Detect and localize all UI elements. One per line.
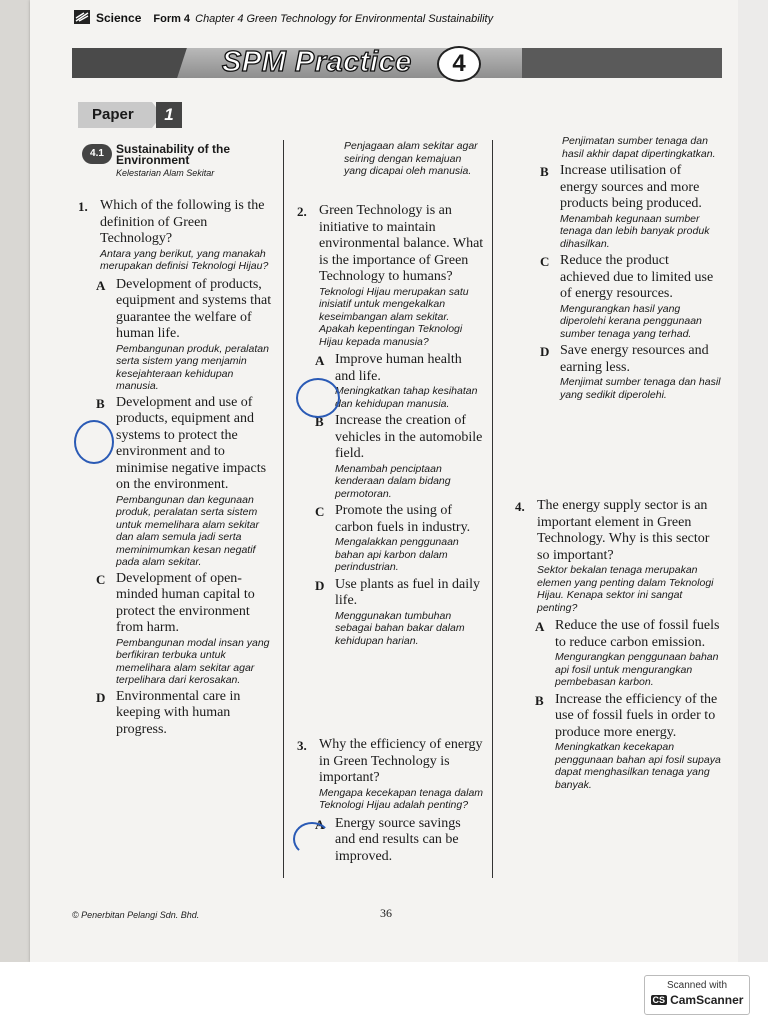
page-edge <box>738 0 768 962</box>
answer-circle-mark <box>293 822 331 856</box>
option-4b[interactable]: B Increase the efficiency of the use of fossil fuels in order to produce more energy. Meningkatkan kecekapan penggunaan bahan api fosil supaya dapat menghasilkan tenaga yang banyak. <box>535 691 721 791</box>
option-3c[interactable]: C Reduce the product achieved due to limited use of energy resources. Mengurangkan hasil yang diperolehi kerana penggunaan sumber tenaga yang terhad. <box>540 253 714 340</box>
question-2 <box>297 203 484 647</box>
question-text-ms: Antara yang berikut, yang manakah merupakan definisi Teknologi Hijau? <box>100 247 269 272</box>
option-3a[interactable]: A Energy source savings and end results can be improved. <box>315 815 461 864</box>
option-3b[interactable]: B Increase utilisation of energy sources and more products being produced. Menambah kegunaan sumber tenaga dan lebih banyak produk dihasilkan. <box>540 163 710 250</box>
subject-label: Science <box>96 11 142 25</box>
column-divider-1 <box>283 140 284 878</box>
question-number: 2. <box>297 204 307 219</box>
option-1d[interactable]: D Environmental care in keeping with human progress. <box>96 688 241 737</box>
section-badge: 4.1 <box>82 144 112 164</box>
option-1b[interactable]: B Development and use of products, equipment and systems to protect the environment and to minimise negative impacts on the environment. Pembangunan dan kegunaan produk, peralatan serta sistem untuk memelihara alam sekitar dan alam semula jadi serta meminimumkan kesan negatif pada alam sekitar. <box>96 394 267 568</box>
banner-number: 4 <box>437 46 481 82</box>
question-text-en: Green Technology is an initiative to maintain environmental balance. What is the importance of Green Technology to humans? <box>319 203 484 284</box>
form-label: Form 4 <box>153 13 191 25</box>
option-2a[interactable]: A Improve human health and life. Meningkatkan tahap kesihatan dan kehidupan manusia. <box>315 352 478 410</box>
question-3 <box>297 737 484 865</box>
running-header <box>74 10 493 25</box>
paper-label <box>78 102 178 128</box>
option-2d[interactable]: D Use plants as fuel in daily life. Menggunakan tumbuhan sebagai bahan bakar dalam kehidupan harian. <box>315 576 481 647</box>
option-1d-ms: Penjagaan alam sekitar agar seiring dengan kemajuan yang dicapai oleh manusia. <box>344 140 478 177</box>
question-text-en: The energy supply sector is an important element in Green Technology. Why is this sector so important? <box>537 498 710 563</box>
publisher-logo-icon <box>74 10 90 24</box>
question-3-continued <box>542 135 722 401</box>
answer-circle-mark <box>74 420 114 464</box>
section-heading <box>82 144 282 184</box>
camscanner-watermark: Scanned with CS CamScanner <box>644 975 750 1015</box>
option-1a[interactable]: A Development of products, equipment and systems that guarantee the welfare of human life. Pembangunan produk, peralatan serta sistem yang menjamin kesejahteraan kehidupan manusia. <box>96 276 272 392</box>
option-2b[interactable]: B Increase the creation of vehicles in the automobile field. Menambah penciptaan kenderaan dalam bidang permotoran. <box>315 413 483 500</box>
paper-tag: Paper <box>78 102 152 128</box>
page-number: 36 <box>380 906 392 920</box>
question-text-en: Why the efficiency of energy in Green Technology is important? <box>319 737 483 785</box>
section-subtitle: Kelestarian Alam Sekitar <box>116 168 215 178</box>
column-divider-2 <box>492 140 493 878</box>
question-text-ms: Mengapa kecekapan tenaga dalam Teknologi Hijau adalah penting? <box>319 786 484 811</box>
option-1c[interactable]: C Development of open-minded human capital to protect the environment from harm. Pembangunan modal insan yang berfikiran terbuka untuk memelihara alam sekitar agar terpelihara dari kerosakan. <box>96 570 270 686</box>
option-4a[interactable]: A Reduce the use of fossil fuels to reduce carbon emission. Mengurangkan penggunaan bahan api fosil untuk mengurangkan pembebasan karbon. <box>535 618 720 688</box>
question-1 <box>78 198 272 738</box>
publisher-footer: © Penerbitan Pelangi Sdn. Bhd. <box>72 910 200 920</box>
question-text-en: Which of the following is the definition of Green Technology? <box>100 198 265 246</box>
camscanner-logo-icon: CS <box>652 995 666 1005</box>
question-4 <box>515 498 721 791</box>
question-text-ms: Sektor bekalan tenaga merupakan elemen yang penting dalam Teknologi Hijau. Kenapa sektor ini sangat penting? <box>537 564 714 614</box>
question-number: 4. <box>515 499 525 514</box>
answer-circle-mark <box>296 378 340 418</box>
option-3a-ms: Penjimatan sumber tenaga dan hasil akhir dapat dipertingkatkan. <box>562 135 716 160</box>
spm-practice-banner <box>72 42 722 82</box>
banner-title: SPM Practice <box>222 46 412 78</box>
option-2c[interactable]: C Promote the using of carbon fuels in industry. Mengalakkan penggunaan bahan api karbon dalam perindustrian. <box>315 503 471 573</box>
question-number: 1. <box>78 199 88 214</box>
section-title: Sustainability of the Environment <box>116 142 231 167</box>
question-number: 3. <box>297 738 307 753</box>
chapter-label: Chapter 4 Green Technology for Environmental Sustainability <box>195 13 494 25</box>
paper-number: 1 <box>156 102 182 128</box>
option-3d[interactable]: D Save energy resources and earning less. Menjimat sumber tenaga dan hasil yang sedikit diperolehi. <box>540 343 721 401</box>
question-text-ms: Teknologi Hijau merupakan satu inisiatif untuk mengekalkan keseimbangan alam sekitar. Apakah kepentingan Teknologi Hijau kepada manusia? <box>319 285 469 348</box>
